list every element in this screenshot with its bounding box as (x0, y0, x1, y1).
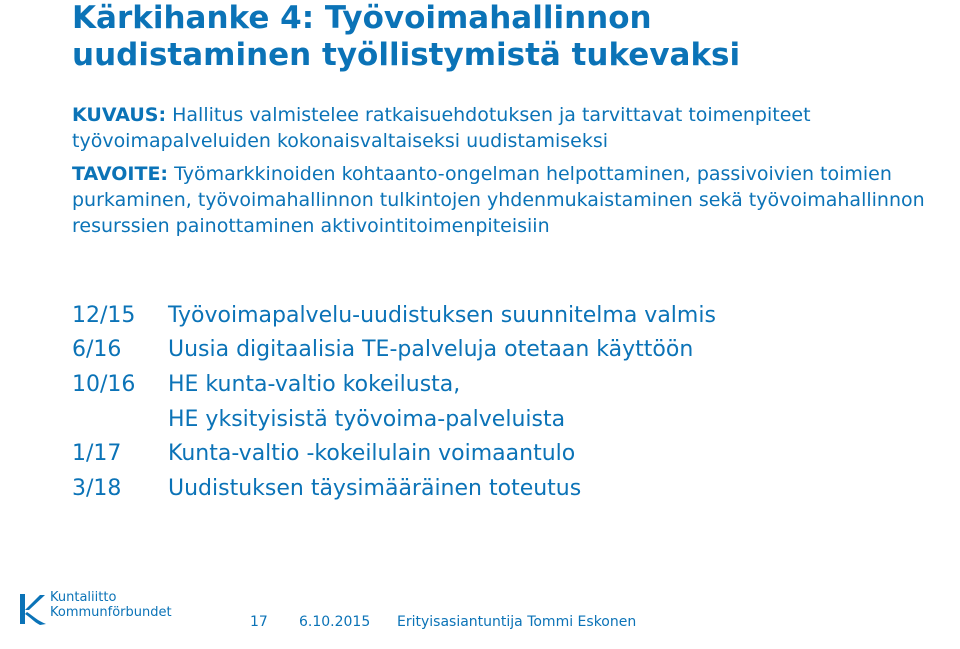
description-block (72, 102, 932, 239)
description-paragraph (72, 102, 932, 154)
kuntaliitto-logo (18, 588, 188, 628)
footer-author: Erityisasiantuntija Tommi Eskonen (397, 614, 637, 630)
timeline-row (72, 367, 932, 402)
logo-line-1: Kuntaliitto (50, 590, 117, 605)
timeline-row (72, 333, 932, 368)
logo-text (50, 590, 172, 620)
footer-date: 6.10.2015 (299, 614, 371, 630)
timeline-row (72, 298, 932, 333)
timeline-date: 3/18 (72, 475, 122, 501)
timeline-date: 6/16 (72, 337, 122, 363)
title-line-2: uudistaminen työllistymistä tukevaksi (72, 37, 741, 73)
page-number: 17 (250, 614, 268, 630)
timeline-row (72, 436, 932, 471)
timeline-row (72, 402, 932, 437)
timeline (72, 298, 932, 506)
timeline-text: Uudistuksen täysimääräinen toteutus (168, 475, 582, 501)
timeline-text: HE yksityisistä työvoima-palveluista (168, 406, 566, 432)
timeline-date: 10/16 (72, 371, 136, 397)
logo-mark-icon (18, 592, 48, 628)
footer (0, 580, 960, 649)
title-line-1: Kärkihanke 4: Työvoimahallinnon (72, 0, 652, 36)
logo-line-2: Kommunförbundet (50, 605, 172, 620)
timeline-text: Kunta-valtio -kokeilulain voimaantulo (168, 441, 576, 467)
timeline-date: 12/15 (72, 302, 136, 328)
timeline-text: HE kunta-valtio kokeilusta, (168, 371, 461, 397)
timeline-text: Uusia digitaalisia TE-palveluja otetaan käyttöön (168, 337, 694, 363)
timeline-date: 1/17 (72, 441, 122, 467)
goal-text: Työmarkkinoiden kohtaanto-ongelman helpottaminen, passivoivien toimien purkaminen, työvoimahallinnon tulkintojen yhdenmukaistaminen sekä työvoimahallinnon resurssien painottaminen aktivointitoimenpiteisiin (72, 163, 925, 237)
timeline-text: Työvoimapalvelu-uudistuksen suunnitelma valmis (168, 302, 716, 328)
goal-paragraph (72, 161, 932, 239)
slide-title (72, 0, 942, 74)
timeline-row (72, 471, 932, 506)
description-label: KUVAUS: (72, 104, 167, 126)
goal-label: TAVOITE: (72, 163, 169, 185)
description-text: Hallitus valmistelee ratkaisuehdotuksen ja tarvittavat toimenpiteet työvoimapalveluiden kokonaisvaltaiseksi uudistamiseksi (72, 104, 811, 152)
